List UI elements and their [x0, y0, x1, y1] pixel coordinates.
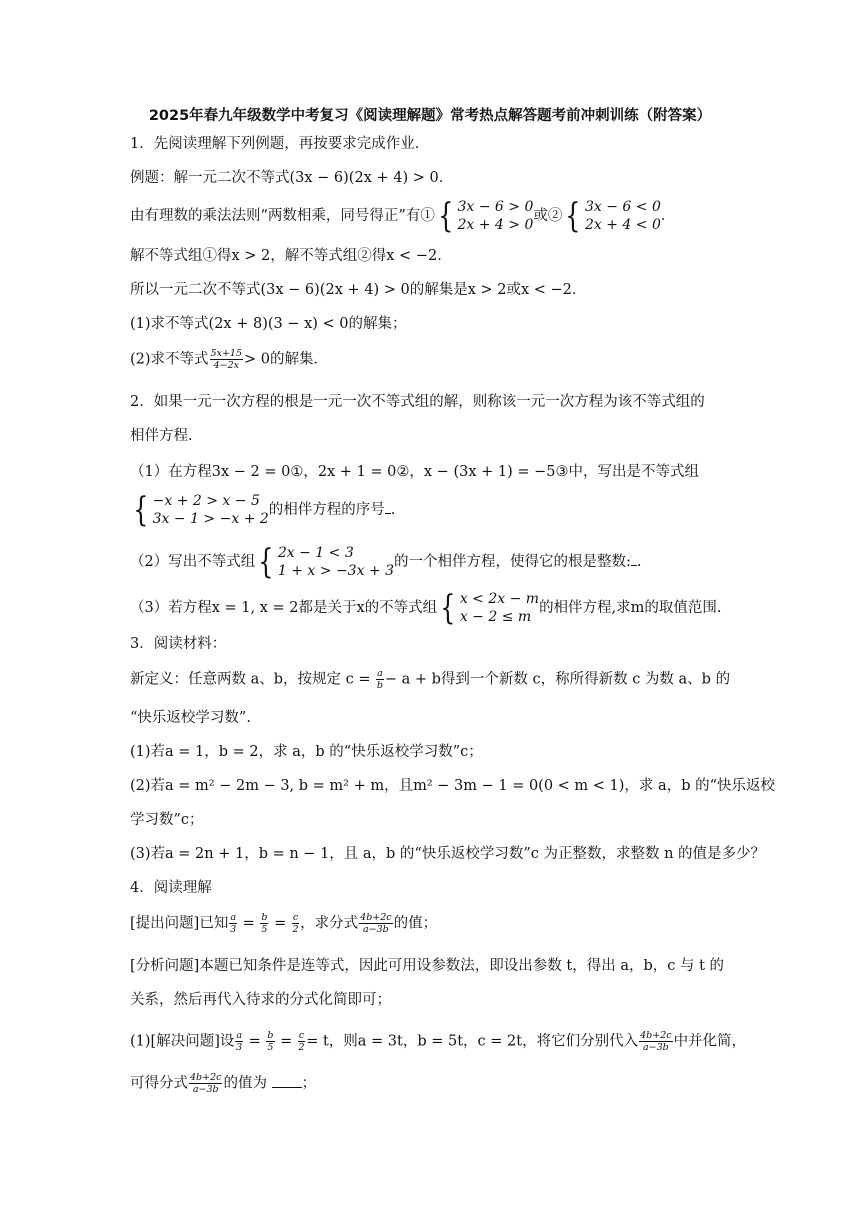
fraction-b-5 [266, 1030, 274, 1053]
q3-definition [130, 668, 730, 691]
q2-system-3 [437, 590, 539, 626]
q4-analysis-line1: [分析问题]本题已知条件是连等式，因此可用设参数法，即设出参数 t，得出 a，b，c 与 t 的 [130, 958, 725, 974]
q3-def-line2: “快乐返校学习数”. [130, 710, 251, 726]
q2-part1-tail: 的相伴方程的序号 [268, 502, 385, 518]
page-title: 2025年春九年级数学中考复习《阅读理解题》常考热点解答题考前冲刺训练（附答案） [148, 108, 712, 124]
q1-example: 例题：解一元二次不等式(3x − 6)(2x + 4) > 0． [130, 170, 454, 186]
fraction-numerator: b [267, 1030, 274, 1041]
fraction-numerator: a [236, 1030, 243, 1041]
q2-sys3-a: x < 2x − m [459, 591, 540, 607]
q4-result-end: ； [301, 1075, 317, 1092]
fraction-denominator: 4−2x [213, 360, 239, 371]
q1-part2 [130, 348, 328, 371]
q1-part2-prefix: (2)求不等式 [130, 351, 209, 368]
fraction-denominator: a−3b [363, 924, 389, 935]
q4-result [130, 1072, 316, 1095]
q2-part3-tail: 的相伴方程,求m的取值范围. [539, 600, 722, 616]
q1-sys2-a: 3x − 6 < 0 [585, 199, 661, 215]
q1-sys-end: ． [660, 208, 676, 224]
q1-fraction [210, 348, 243, 371]
q2-part2-prefix: （2）写出不等式组 [130, 554, 256, 570]
q2-part3-prefix: （3）若方程x = 1, x = 2都是关于x的不等式组 [130, 600, 438, 616]
q4-solve-mid: = t，则a = 3t，b = 5t，c = 2t，将它们分别代入 [306, 1033, 639, 1050]
q2-sys1-a: −x + 2 > x − 5 [152, 493, 260, 509]
fraction-a-3 [229, 912, 237, 935]
fraction-numerator: 5x+15 [210, 348, 242, 359]
q4-raise-mid: ，求分式 [300, 915, 359, 932]
brace-icon: { [258, 542, 274, 582]
q2-sys2-b: 1 + x > −3x + 3 [277, 563, 395, 579]
fraction-denominator: a−3b [642, 1042, 669, 1053]
q3-def-prefix: 新定义：任意两数 a、b，按规定 c = [130, 671, 376, 688]
brace-icon: { [565, 196, 581, 236]
q3-fraction [376, 668, 384, 691]
q1-part2-suffix: > 0的解集． [244, 351, 328, 368]
q4-raise: [提出问题]已知 $\frac{a}{3}$ = $\frac{b}{5}$ = $\frac{c}{2}$ ，求分式 $\frac{4b+2c}{a-3b}$ 的值； [130, 912, 438, 935]
q1-sys2-b: 2x + 4 < 0 [585, 217, 661, 233]
brace-icon: { [440, 588, 456, 628]
fraction-b-5 [260, 912, 268, 935]
q1-system-1 [435, 198, 534, 234]
fraction-c-2 [298, 1030, 305, 1053]
q1-or2: 或② [533, 208, 563, 224]
q3-part2-line1: (2)若a = m² − 2m − 3, b = m² + m，且m² − 3m − 1 = 0(0 < m < 1)，求 a，b 的“快乐返校 [130, 778, 775, 794]
q4-solve-suffix: 中并化简， [673, 1033, 747, 1050]
q2-part1-system-line: { −x + 2 > x − 5 3x − 1 > −x + 2 的相伴方程的序号 . [130, 492, 395, 528]
fraction-numerator: 4b+2c [640, 1030, 672, 1041]
fraction-numerator: a [230, 912, 236, 923]
q1-rule-line [130, 198, 675, 234]
fraction-denominator: 3 [236, 1042, 243, 1053]
q3-def-suffix: − a + b得到一个新数 c，称所得新数 c 为数 a、b 的 [384, 671, 731, 688]
fraction-numerator: c [298, 1030, 305, 1041]
fraction-denominator: 2 [292, 924, 299, 935]
fraction-numerator: 4b+2c [190, 1072, 222, 1083]
q4-analysis-line2: 关系，然后再代入待求的分式化简即可； [130, 992, 391, 1008]
fraction-numerator: a [377, 668, 383, 679]
q2-sys1-b: 3x − 1 > −x + 2 [152, 511, 269, 527]
fraction-numerator: c [292, 912, 299, 923]
answer-blank[interactable] [272, 1075, 302, 1088]
fraction-expression [189, 1072, 222, 1095]
q4-solve-prefix: (1)[解决问题]设 [130, 1033, 235, 1050]
q3-part2-line2: 学习数”c； [130, 812, 204, 828]
q3-part3: (3)若a = 2n + 1，b = n − 1，且 a，b 的“快乐返校学习数”c 为正整数，求整数 n 的值是多少？ [130, 846, 766, 862]
answer-blank[interactable] [631, 553, 637, 566]
q4-heading: 4．阅读理解 [130, 880, 212, 896]
fraction-denominator: 5 [261, 924, 268, 935]
q2-sys2-a: 2x − 1 < 3 [277, 545, 354, 561]
fraction-denominator: 2 [298, 1042, 305, 1053]
fraction-a-3 [235, 1030, 243, 1053]
q2-part3 [130, 590, 722, 626]
brace-icon: { [438, 196, 454, 236]
q1-rule-prefix: 由有理数的乘法法则“两数相乘，同号得正”有① [130, 208, 435, 224]
q2-system-2 [255, 544, 394, 580]
q4-result-suffix: 的值为 [223, 1075, 267, 1092]
brace-icon: { [133, 490, 149, 530]
q2-line1: 2．如果一元一次方程的根是一元一次不等式组的解，则称该一元一次方程为该不等式组的 [130, 394, 705, 410]
q2-part2-tail: 的一个相伴方程，使得它的根是整数: [394, 554, 631, 570]
fraction-numerator: 4b+2c [360, 912, 392, 923]
q3-heading: 3．阅读材料： [130, 636, 227, 652]
fraction-numerator: b [261, 912, 268, 923]
fraction-denominator: 5 [267, 1042, 274, 1053]
q4-solve: (1)[解决问题]设 $\frac{a}{3}$ = $\frac{b}{5}$ = $\frac{c}{2}$ = t，则a = 3t，b = 5t，c = 2t，将它们分别代入 $\frac{4b+2c}{a-3b}$ 中并化简， [130, 1030, 747, 1053]
q1-conclusion: 所以一元二次不等式(3x − 6)(2x + 4) > 0的解集是x > 2或x < −2． [130, 282, 587, 298]
q1-part1: (1)求不等式(2x + 8)(3 − x) < 0的解集； [130, 316, 407, 332]
q1-system-2 [562, 198, 661, 234]
q3-part1: (1)若a = 1，b = 2，求 a，b 的“快乐返校学习数”c； [130, 744, 483, 760]
q4-raise-suffix: 的值； [393, 915, 438, 932]
q1-sys1-a: 3x − 6 > 0 [457, 199, 534, 215]
q1-solve-line: 解不等式组①得x > 2，解不等式组②得x < −2． [130, 248, 452, 264]
q2-line2: 相伴方程. [130, 428, 193, 444]
q1-sys1-b: 2x + 4 > 0 [457, 217, 534, 233]
fraction-expression [639, 1030, 672, 1053]
answer-blank[interactable] [385, 501, 391, 514]
q2-part1: （1）在方程3x − 2 = 0①，2x + 1 = 0②，x − (3x + 1) = −5③中，写出是不等式组 [130, 464, 699, 480]
q2-system-1 [130, 492, 269, 528]
fraction-denominator: a−3b [192, 1084, 219, 1095]
q4-result-prefix: 可得分式 [130, 1075, 188, 1092]
q4-raise-prefix: [提出问题]已知 [130, 915, 229, 932]
q1-heading: 1．先阅读理解下列例题，再按要求完成作业． [130, 136, 430, 152]
q2-sys3-b: x − 2 ≤ m [459, 609, 532, 625]
fraction-c-2 [292, 912, 299, 935]
fraction-denominator: b [376, 680, 384, 691]
fraction-expression [359, 912, 392, 935]
q2-part2: （2）写出不等式组 { 2x − 1 < 3 1 + x > −3x + 3 的一个相伴方程，使得它的根是整数: . [130, 542, 642, 582]
fraction-denominator: 3 [230, 924, 237, 935]
